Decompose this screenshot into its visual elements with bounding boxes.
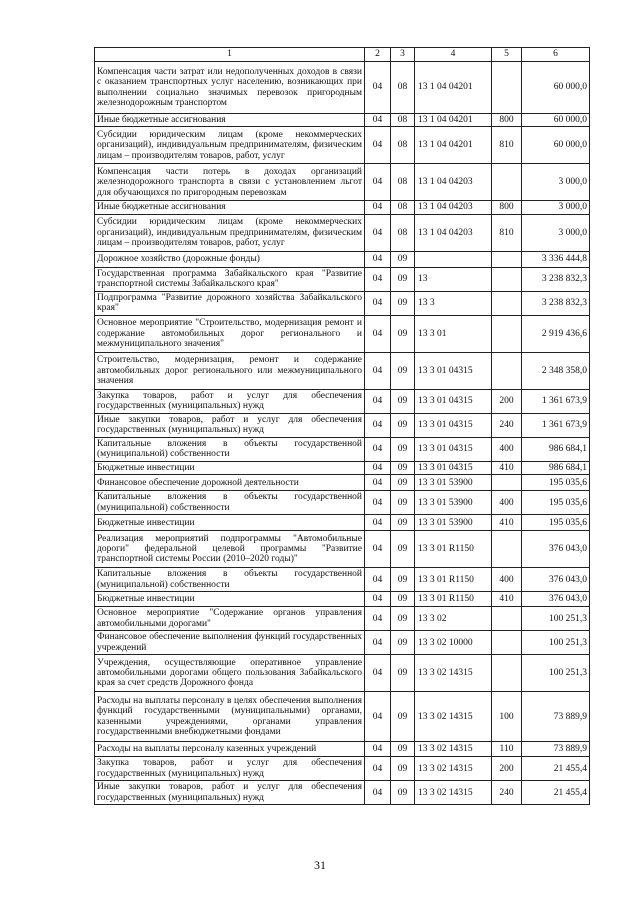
cell-target-article: 13 3 02 10000 <box>415 631 492 655</box>
cell-subsection: 09 <box>391 437 415 461</box>
cell-amount: 376 043,0 <box>522 568 590 592</box>
cell-target-article: 13 3 01 R1150 <box>415 531 492 568</box>
cell-subsection: 09 <box>391 267 415 291</box>
table-row <box>95 515 590 531</box>
cell-name: Капитальные вложения в объекты государственной (муниципальной) собственности <box>95 491 365 515</box>
cell-expense-type: 410 <box>492 461 522 474</box>
cell-name: Финансовое обеспечение дорожной деятельности <box>95 475 365 491</box>
cell-subsection: 09 <box>391 631 415 655</box>
cell-expense-type: 410 <box>492 592 522 607</box>
budget-table-container <box>94 47 589 805</box>
table-row <box>95 352 590 389</box>
cell-amount: 3 238 832,3 <box>522 267 590 291</box>
cell-section: 04 <box>365 631 391 655</box>
cell-expense-type <box>492 655 522 692</box>
cell-target-article: 13 1 04 04203 <box>415 164 492 201</box>
cell-name: Капитальные вложения в объекты государственной (муниципальной) собственности <box>95 568 365 592</box>
cell-section: 04 <box>365 461 391 474</box>
cell-subsection: 09 <box>391 251 415 267</box>
cell-amount: 3 000,0 <box>522 214 590 251</box>
cell-amount: 60 000,0 <box>522 127 590 164</box>
cell-section: 04 <box>365 201 391 214</box>
cell-expense-type: 810 <box>492 127 522 164</box>
cell-amount: 195 035,6 <box>522 515 590 531</box>
cell-section: 04 <box>365 692 391 742</box>
cell-target-article: 13 3 01 53900 <box>415 515 492 531</box>
cell-expense-type <box>492 352 522 389</box>
cell-amount: 60 000,0 <box>522 62 590 114</box>
cell-amount: 100 251,3 <box>522 607 590 631</box>
cell-expense-type: 110 <box>492 742 522 757</box>
cell-amount: 2 919 436,6 <box>522 315 590 352</box>
cell-target-article: 13 3 01 04315 <box>415 437 492 461</box>
table-row <box>95 164 590 201</box>
table-row <box>95 267 590 291</box>
table-row <box>95 592 590 607</box>
cell-name: Капитальные вложения в объекты государственной (муниципальной) собственности <box>95 437 365 461</box>
cell-expense-type <box>492 475 522 491</box>
cell-target-article: 13 3 01 04315 <box>415 413 492 437</box>
cell-subsection: 08 <box>391 127 415 164</box>
header-col-5: 5 <box>492 48 522 62</box>
cell-target-article: 13 1 04 04203 <box>415 214 492 251</box>
cell-amount: 376 043,0 <box>522 531 590 568</box>
cell-name: Бюджетные инвестиции <box>95 592 365 607</box>
table-row <box>95 757 590 781</box>
cell-amount: 1 361 673,9 <box>522 413 590 437</box>
cell-subsection: 09 <box>391 655 415 692</box>
page-number: 31 <box>314 858 326 872</box>
cell-expense-type: 800 <box>492 114 522 127</box>
cell-target-article: 13 3 <box>415 291 492 315</box>
cell-target-article: 13 3 01 53900 <box>415 491 492 515</box>
cell-subsection: 09 <box>391 742 415 757</box>
cell-expense-type: 810 <box>492 214 522 251</box>
cell-section: 04 <box>365 655 391 692</box>
cell-section: 04 <box>365 251 391 267</box>
cell-section: 04 <box>365 214 391 251</box>
cell-name: Основное мероприятие "Строительство, модернизация ремонт и содержание автомобильных дорог регионального и межмуниципального значения" <box>95 315 365 352</box>
cell-name: Субсидии юридическим лицам (кроме некоммерческих организаций), индивидуальным предпринимателям, физическим лицам – производителям товаров, работ, услуг <box>95 214 365 251</box>
cell-subsection: 09 <box>391 475 415 491</box>
table-row <box>95 461 590 474</box>
table-row <box>95 491 590 515</box>
cell-name: Субсидии юридическим лицам (кроме некоммерческих организаций), индивидуальным предпринимателям, физическим лицам – производителям товаров, работ, услуг <box>95 127 365 164</box>
cell-name: Иные закупки товаров, работ и услуг для обеспечения государственных (муниципальных) нужд <box>95 413 365 437</box>
cell-expense-type <box>492 291 522 315</box>
cell-target-article: 13 3 01 04315 <box>415 389 492 413</box>
cell-subsection: 08 <box>391 164 415 201</box>
table-row <box>95 315 590 352</box>
table-row <box>95 631 590 655</box>
header-col-6: 6 <box>522 48 590 62</box>
cell-name: Основное мероприятие "Содержание органов управления автомобильными дорогами" <box>95 607 365 631</box>
cell-section: 04 <box>365 568 391 592</box>
cell-section: 04 <box>365 531 391 568</box>
cell-name: Закупка товаров, работ и услуг для обеспечения государственных (муниципальных) нужд <box>95 389 365 413</box>
cell-expense-type <box>492 62 522 114</box>
cell-section: 04 <box>365 352 391 389</box>
table-row <box>95 62 590 114</box>
cell-target-article: 13 <box>415 267 492 291</box>
cell-expense-type: 400 <box>492 568 522 592</box>
cell-subsection: 09 <box>391 692 415 742</box>
cell-section: 04 <box>365 475 391 491</box>
cell-section: 04 <box>365 164 391 201</box>
cell-section: 04 <box>365 437 391 461</box>
table-row <box>95 437 590 461</box>
table-row <box>95 413 590 437</box>
table-row <box>95 475 590 491</box>
table-header-row <box>95 48 590 62</box>
cell-name: Бюджетные инвестиции <box>95 515 365 531</box>
cell-name: Учреждения, осуществляющие оперативное управление автомобильными дорогами общего пользования Забайкальского края за счет средств Дорожного фонда <box>95 655 365 692</box>
cell-subsection: 08 <box>391 114 415 127</box>
cell-section: 04 <box>365 267 391 291</box>
header-col-3: 3 <box>391 48 415 62</box>
header-col-1: 1 <box>95 48 365 62</box>
cell-section: 04 <box>365 62 391 114</box>
cell-name: Реализация мероприятий подпрограммы "Автомобильные дороги" федеральной целевой программы "Развитие транспортной системы России (2010–2020 годы)" <box>95 531 365 568</box>
table-row <box>95 607 590 631</box>
cell-amount: 986 684,1 <box>522 437 590 461</box>
cell-expense-type: 100 <box>492 692 522 742</box>
table-body <box>95 62 590 805</box>
header-col-2: 2 <box>365 48 391 62</box>
table-row <box>95 655 590 692</box>
cell-expense-type <box>492 607 522 631</box>
cell-subsection: 09 <box>391 291 415 315</box>
cell-expense-type <box>492 531 522 568</box>
cell-name: Иные бюджетные ассигнования <box>95 201 365 214</box>
cell-target-article: 13 1 04 04201 <box>415 127 492 164</box>
cell-amount: 195 035,6 <box>522 491 590 515</box>
table-row <box>95 531 590 568</box>
cell-amount: 2 348 358,0 <box>522 352 590 389</box>
cell-subsection: 09 <box>391 413 415 437</box>
table-row <box>95 291 590 315</box>
cell-name: Расходы на выплаты персоналу в целях обеспечения выполнения функций государственными (муниципальными) органами, казенными учреждениями, органами управления государственными внебюджетными фондами <box>95 692 365 742</box>
cell-subsection: 09 <box>391 757 415 781</box>
cell-target-article: 13 1 04 04201 <box>415 114 492 127</box>
cell-expense-type: 800 <box>492 201 522 214</box>
cell-subsection: 09 <box>391 515 415 531</box>
cell-expense-type: 400 <box>492 437 522 461</box>
cell-section: 04 <box>365 607 391 631</box>
cell-amount: 21 455,4 <box>522 757 590 781</box>
cell-expense-type: 200 <box>492 757 522 781</box>
cell-target-article: 13 3 02 14315 <box>415 655 492 692</box>
cell-subsection: 08 <box>391 214 415 251</box>
cell-amount: 60 000,0 <box>522 114 590 127</box>
cell-subsection: 09 <box>391 592 415 607</box>
cell-expense-type <box>492 267 522 291</box>
cell-target-article: 13 3 02 14315 <box>415 692 492 742</box>
cell-expense-type: 240 <box>492 781 522 805</box>
cell-subsection: 09 <box>391 531 415 568</box>
cell-subsection: 09 <box>391 389 415 413</box>
cell-amount: 376 043,0 <box>522 592 590 607</box>
cell-subsection: 09 <box>391 568 415 592</box>
cell-expense-type <box>492 315 522 352</box>
cell-name: Закупка товаров, работ и услуг для обеспечения государственных (муниципальных) нужд <box>95 757 365 781</box>
cell-section: 04 <box>365 315 391 352</box>
table-row <box>95 114 590 127</box>
cell-section: 04 <box>365 515 391 531</box>
table-row <box>95 742 590 757</box>
cell-subsection: 09 <box>391 315 415 352</box>
cell-target-article <box>415 251 492 267</box>
cell-expense-type: 400 <box>492 491 522 515</box>
cell-expense-type <box>492 251 522 267</box>
cell-section: 04 <box>365 757 391 781</box>
cell-name: Дорожное хозяйство (дорожные фонды) <box>95 251 365 267</box>
cell-subsection: 09 <box>391 352 415 389</box>
cell-name: Финансовое обеспечение выполнения функций государственных учреждений <box>95 631 365 655</box>
header-col-4: 4 <box>415 48 492 62</box>
table-row <box>95 201 590 214</box>
cell-amount: 100 251,3 <box>522 655 590 692</box>
cell-target-article: 13 3 01 53900 <box>415 475 492 491</box>
cell-amount: 986 684,1 <box>522 461 590 474</box>
cell-amount: 73 889,9 <box>522 692 590 742</box>
table-row <box>95 214 590 251</box>
cell-name: Расходы на выплаты персоналу казенных учреждений <box>95 742 365 757</box>
table-row <box>95 127 590 164</box>
cell-name: Государственная программа Забайкальского края "Развитие транспортной системы Забайкальского края" <box>95 267 365 291</box>
cell-section: 04 <box>365 291 391 315</box>
cell-section: 04 <box>365 592 391 607</box>
cell-amount: 195 035,6 <box>522 475 590 491</box>
table-row <box>95 692 590 742</box>
cell-amount: 3 238 832,3 <box>522 291 590 315</box>
table-row <box>95 781 590 805</box>
cell-amount: 73 889,9 <box>522 742 590 757</box>
cell-subsection: 09 <box>391 607 415 631</box>
cell-expense-type <box>492 164 522 201</box>
cell-target-article: 13 3 02 <box>415 607 492 631</box>
cell-section: 04 <box>365 491 391 515</box>
cell-target-article: 13 3 01 04315 <box>415 352 492 389</box>
cell-expense-type: 240 <box>492 413 522 437</box>
cell-name: Иные закупки товаров, работ и услуг для обеспечения государственных (муниципальных) нужд <box>95 781 365 805</box>
cell-subsection: 08 <box>391 201 415 214</box>
cell-subsection: 09 <box>391 491 415 515</box>
cell-subsection: 09 <box>391 781 415 805</box>
cell-name: Иные бюджетные ассигнования <box>95 114 365 127</box>
cell-amount: 3 000,0 <box>522 164 590 201</box>
cell-target-article: 13 3 01 <box>415 315 492 352</box>
cell-section: 04 <box>365 413 391 437</box>
cell-amount: 3 000,0 <box>522 201 590 214</box>
cell-target-article: 13 3 01 R1150 <box>415 592 492 607</box>
cell-target-article: 13 1 04 04203 <box>415 201 492 214</box>
cell-section: 04 <box>365 114 391 127</box>
cell-name: Компенсация части затрат или недополученных доходов в связи с оказанием транспортных услуг населению, возникающих при выполнении социально значимых перевозок пригородным железнодорожным транспортом <box>95 62 365 114</box>
cell-subsection: 08 <box>391 62 415 114</box>
cell-section: 04 <box>365 781 391 805</box>
table-row <box>95 251 590 267</box>
cell-expense-type <box>492 631 522 655</box>
cell-name: Подпрограмма "Развитие дорожного хозяйства Забайкальского края" <box>95 291 365 315</box>
budget-table <box>94 47 590 805</box>
cell-target-article: 13 3 02 14315 <box>415 742 492 757</box>
cell-amount: 3 336 444,8 <box>522 251 590 267</box>
cell-section: 04 <box>365 742 391 757</box>
cell-section: 04 <box>365 389 391 413</box>
cell-target-article: 13 3 01 R1150 <box>415 568 492 592</box>
cell-amount: 21 455,4 <box>522 781 590 805</box>
cell-target-article: 13 3 01 04315 <box>415 461 492 474</box>
cell-target-article: 13 3 02 14315 <box>415 757 492 781</box>
cell-target-article: 13 3 02 14315 <box>415 781 492 805</box>
cell-amount: 1 361 673,9 <box>522 389 590 413</box>
table-row <box>95 389 590 413</box>
cell-section: 04 <box>365 127 391 164</box>
cell-expense-type: 200 <box>492 389 522 413</box>
cell-name: Бюджетные инвестиции <box>95 461 365 474</box>
cell-name: Компенсация части потерь в доходах организаций железнодорожного транспорта в связи с установлением льгот для обучающихся по пригородным перевозкам <box>95 164 365 201</box>
cell-target-article: 13 1 04 04201 <box>415 62 492 114</box>
table-row <box>95 568 590 592</box>
cell-name: Строительство, модернизация, ремонт и содержание автомобильных дорог регионального или межмуниципального значения <box>95 352 365 389</box>
cell-subsection: 09 <box>391 461 415 474</box>
cell-expense-type: 410 <box>492 515 522 531</box>
cell-amount: 100 251,3 <box>522 631 590 655</box>
